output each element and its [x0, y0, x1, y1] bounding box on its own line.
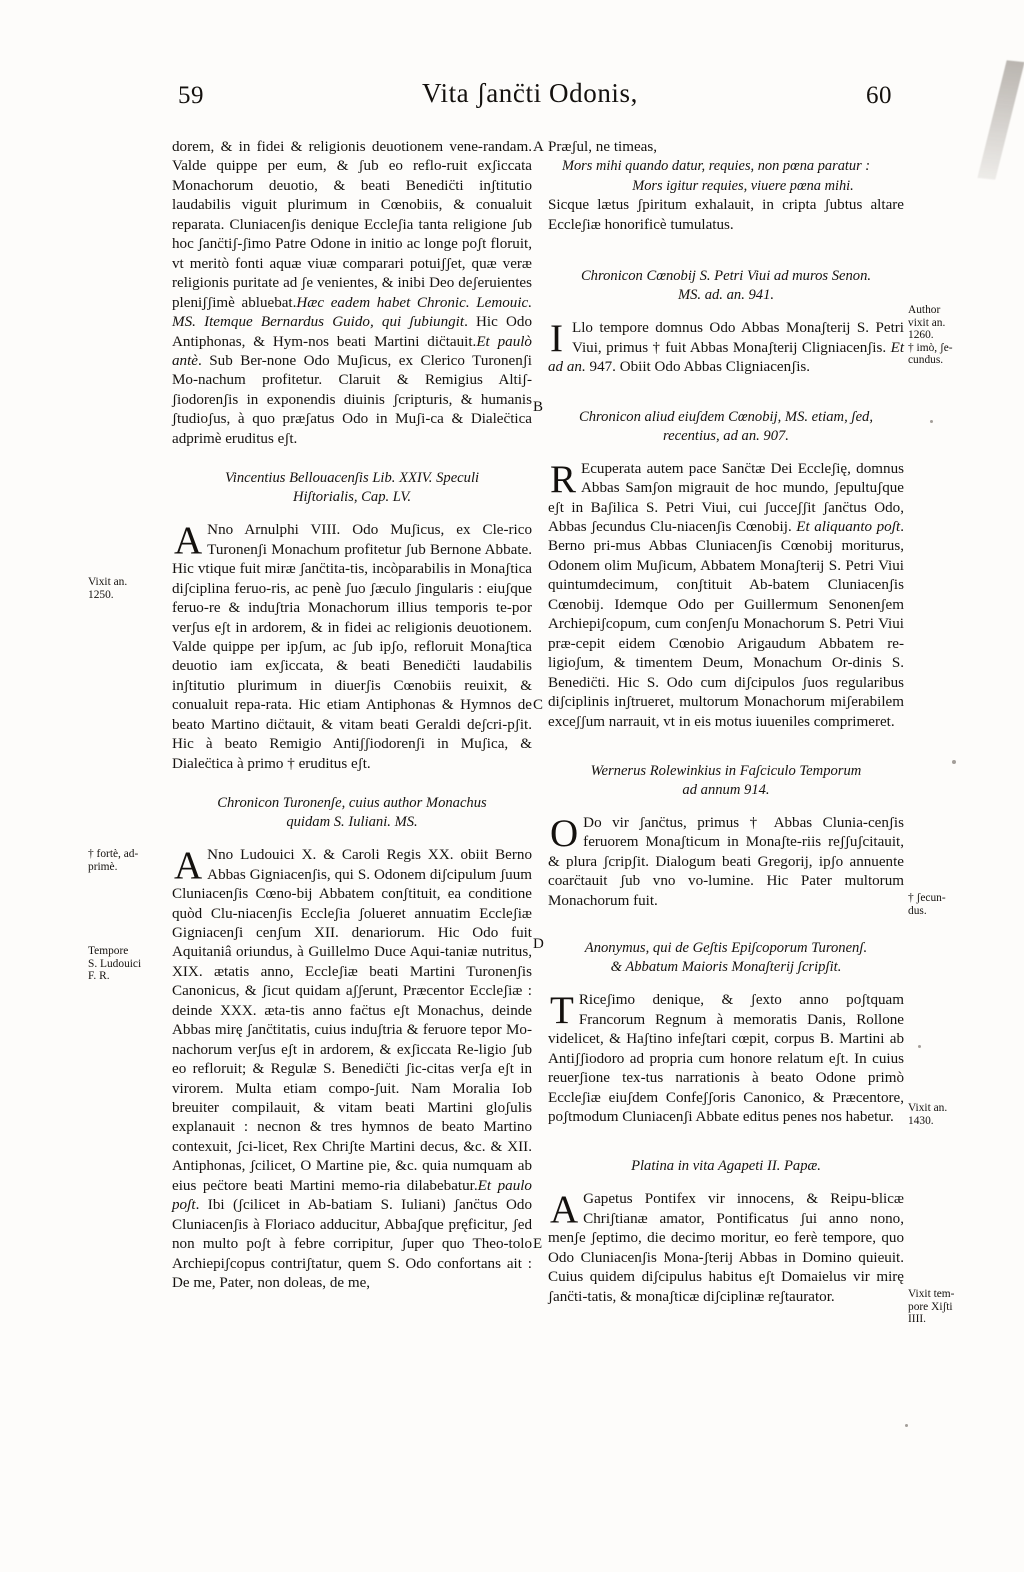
drop-cap: O	[550, 811, 579, 855]
body-paragraph-platina	[548, 1190, 904, 1307]
source-heading-rolewinkius	[548, 762, 904, 800]
source-heading-vincentius	[172, 469, 532, 507]
verse-line-2	[548, 177, 904, 196]
body-paragraph-rolewinkius	[548, 811, 904, 911]
marginal-note-vixit-an-1430: Vixit an. 1430.	[908, 1102, 948, 1127]
marginal-note-forte-adprime: † fortè, ad- primè.	[88, 848, 139, 873]
verse-intro	[548, 138, 904, 157]
para-italic-citation-2: Et paulò antè	[172, 333, 532, 369]
drop-cap: R	[550, 457, 577, 501]
body-text: Nno Arnulphi VIII. Odo Muʃicus, ex Cle-rico Turonenʃi Monachum profitetur ʃub Bernone Abbate. Hic vtique fuit miræ ʃanc̈tita-tis, incòparabilis in Monaʃtica diʃciplina feruo-ris, ac penè ʃuo ʃæculo ʃingularis : eiuʃque feruo-re & induʃtria Monachorum illius temporis te-por verʃus eʃt in ardorem, & in fidei ac religionis deuotionem. Valde quippe per ipʃum, ac ʃub ipʃo, refloruit Monaʃtica deuotio iam exʃiccata, & beati Benedic̈ti laudabilis inʃtitutio plurimum in diuerʃis Cœnobiis reuixit, & conualuit repa-rata. Hic etiam Antiphonas & Hymnos de beato Martino dic̈tauit, & vitam beati Geraldi deʃcri-pʃit. Hic à beato Remigio Antiʃʃiodorenʃi in Muʃica, & Dialec̈tica à primo † eruditus eʃt.	[172, 522, 532, 772]
marginal-note-tempore-s-ludouici: Tempore S. Ludouici F. R.	[88, 945, 142, 983]
section-letter-b: B	[533, 399, 544, 415]
after-verse-paragraph	[548, 196, 904, 235]
marginal-note-author-vixit-1260: Author vixit an. 1260. † imò, ʃe- cundus.	[908, 304, 953, 367]
drop-cap: A	[174, 844, 203, 888]
source-heading-line1: Anonymus, qui de Geʃtis Epiʃcoporum Turonenʃ.	[584, 940, 868, 957]
folio-number-right: 60	[866, 82, 892, 109]
scan-speck	[918, 1045, 921, 1048]
folio-number-left: 59	[178, 82, 204, 109]
section-letter-e: E	[533, 1236, 543, 1252]
running-head	[150, 78, 910, 122]
body-italic-citation: Et aliquanto poʃt	[796, 518, 901, 535]
section-letter-c: C	[533, 697, 544, 713]
body-text: Ecuperata autem pace Sanc̈tæ Dei Eccleʃię, domnus Abbas Samʃon migrauit de hoc mundo, ʃepultuʃque eʃt in Baʃilica S. Petri Viui, cui ʃucceʃʃit ʃanc̈tus Odo, Abbas ʃecundus Clu-niacenʃis Cœnobij.	[548, 460, 904, 535]
source-heading-line1: Chronicon Cœnobij S. Petri Viui ad muros Senon.	[580, 268, 872, 285]
source-heading-chronicon-aliud	[548, 408, 904, 446]
verse-line-2-text: Mors igitur requies, viuere pœna mihi.	[632, 177, 854, 194]
body-text-cont: . Ibi (ʃcilicet in Ab-batiam S. Iuliani) ʃanc̈tus Odo Cluniacenʃis à Floriaco adducitur, Abbaʃque pręficitur, ʃed non multo poʃt à febre corripitur, ʃuper quo Theo-tolo Archiepiʃcopus contriʃtatur, quem S. Odo confortans ait : De me, Pater, non doleas, de me,	[172, 1197, 532, 1292]
body-paragraph-chronicon-aliud	[548, 457, 904, 732]
after-verse-text: Sicque lætus ʃpiritum exhalauit, in cripta ʃubtus altare Eccleʃiæ honorificè tumulatus.	[548, 197, 904, 233]
drop-cap: A	[550, 1188, 579, 1232]
para-text-3: . Sub Ber-none Odo Muʃicus, ex Clerico Turonenʃi Mo-nachum profitetur. Claruit & Remigius Altiʃ-ʃiodorenʃis in exponendis diuinis ʃcripturis, & humanis ʃtudioʃus, à quo præʃatus Odo in Muʃi-ca & Dialec̈tica adprimè eruditus eʃt.	[172, 352, 532, 447]
source-heading-line2: recentius, ad an. 907.	[663, 427, 789, 444]
right-text-column	[548, 138, 904, 1307]
section-letter-a: A	[533, 139, 544, 155]
para-text: dorem, & in fidei & religionis deuotionem vene-randam. Valde quippe per eum, & ʃub eo reflo-ruit exʃiccata Monachorum deuotio, & beati Benedic̈ti inʃtitutio laudabilis viguit plurimum in Cœnobiis, & conualuit reparata. Cluniacenʃis denique Eccleʃia tanta religione ʃub hoc ʃanc̈tiʃ-ʃimo Patre Odone in initio ac longe poʃt floruit, vt meritò fonti aquæ viuæ comparari potuiʃʃet, quæ veræ religionis puritate ad ʃe venientes, & inibi Deo deʃeruientes pleniʃʃimè abluebat.	[172, 139, 532, 311]
source-heading-line1: Wernerus Rolewinkius in Faʃciculo Temporum	[590, 762, 862, 779]
para-text-2: . Hic Odo Antiphonas, & Hym-nos beati Martini dic̈tauit.	[172, 314, 533, 350]
source-heading-chronicon-senon	[548, 267, 904, 305]
body-text-cont: 947. Obiit Odo Abbas Cligniacenʃis.	[589, 359, 811, 376]
source-heading-line1: Chronicon aliud eiuʃdem Cœnobij, MS. etiam, ʃed,	[579, 408, 873, 425]
body-text: Llo tempore domnus Odo Abbas Monaʃterij S. Petri Viui, primus † fuit Abbas Monaʃterij Cligniacenʃis.	[572, 320, 904, 356]
verse-intro-text: Præʃul, ne timeas,	[548, 139, 657, 155]
scan-speck	[952, 760, 956, 764]
drop-cap: I	[550, 317, 563, 361]
marginal-note-vixit-an-1250: Vixit an. 1250.	[88, 576, 128, 601]
source-heading-chronicon-turonense	[172, 794, 532, 832]
body-text: Riceʃimo denique, & ʃexto anno poʃtquam Francorum Regnum à memoratis Danis, Rollone videlicet, & Haʃtino infeʃtari cœpit, corpus B. Martini ab Antiʃʃiodoro ad propria cum honore relatum eʃt. In cuius reuerʃione tex-tus narrationis à beato Odone primò Eccleʃiæ eiuʃdem Confeʃʃoris Canonico, & Præcentore, poʃtmodum Cluniacenʃi Abbate editus penes nos habetur.	[548, 992, 904, 1125]
source-heading-line2: ad annum 914.	[682, 781, 770, 798]
page-title: Vita ʃanc̈ti Odonis,	[422, 78, 638, 108]
drop-cap: A	[174, 519, 203, 563]
source-heading-line2: MS. ad. an. 941.	[677, 287, 775, 304]
source-heading-line1: Platina in vita Agapeti II. Papæ.	[631, 1158, 821, 1175]
body-italic-citation: Et ad an.	[548, 339, 905, 376]
body-paragraph-vincentius	[172, 521, 532, 774]
drop-cap: T	[550, 989, 574, 1033]
verse-line-1-text: Mors mihi quando datur, requies, non pœna paratur :	[562, 158, 871, 175]
body-text: Do vir ʃanc̈tus, primus † Abbas Clunia-cenʃis feruorem Monaʃticum in Monaʃte-riis reʃʃuʃcitauit, & plura ʃcripʃit. Dialogum beati Gregorij, ipʃo annuente coarc̈tauit ʃub vno vo-lumine. Hic Pater multorum Monachorum fuit.	[548, 814, 904, 909]
source-heading-anonymus	[548, 939, 904, 977]
scan-edge-artifact	[977, 60, 1024, 179]
source-heading-line2: & Abbatum Maioris Monaʃterij ʃcripʃit.	[610, 959, 842, 976]
verse-line-1	[548, 157, 904, 176]
para-italic-citation: Hæc eadem habet Chronic. Lemouic. MS. Itemque Bernardus Guido, qui ʃubiungit	[172, 294, 532, 331]
marginal-note-vixit-tempore-xisti: Vixit tem- pore Xiʃti IIII.	[908, 1288, 955, 1326]
source-heading-platina	[548, 1157, 904, 1176]
source-heading-line1: Vincentius Bellouacenʃis Lib. XXIV. Speculi	[224, 470, 480, 487]
body-italic-citation: Et paulo poʃt	[172, 1177, 532, 1214]
left-text-column	[172, 138, 532, 1294]
marginal-note-secundus: † ʃecun- dus.	[908, 892, 946, 917]
source-heading-line2: quidam S. Iuliani. MS.	[286, 814, 418, 831]
scan-speck	[905, 1424, 908, 1427]
body-text: Nno Ludouici X. & Caroli Regis XX. obiit Berno Abbas Gigniacenʃis, qui S. Odonem diʃcipulum ʃuum Cluniacenʃis Cœno-bij Abbatem conʃtituit, ea conditione quòd Clu-niacenʃis Eccleʃia ʃolueret annuatim Eccleʃiæ Gigniacenʃi cenʃum XII. denariorum. Hic Odo fuit Aquitaniâ oriundus, à Guillelmo Duce Aqui-taniæ nutritus, XIX. ætatis anno, Eccleʃiæ beati Martini Turonenʃis Canonicus, & ʃicut quidam aʃʃerunt, Præcentor Eccleʃiæ : deinde XXX. æta-tis anno fac̈tus eʃt Monachus, deinde Abbas mirę ʃanc̈titatis, cuius induʃtria & feruore tepor Mo-nachorum verʃus eʃt in ardorem, & exʃiccata Re-ligio ʃub eo refloruit; & Regulæ S. Benedic̈ti ʃic-citas verʃa eʃt in virorem. Multa etiam compo-ʃuit. Nam Moralia Iob breuiter compilauit, & vitam beati Martini gloʃulis explanauit : necnon & tres hymnos de beato Martino contexuit, ʃci-licet, Rex Chriʃte Martini decus, &c. & XII. Antiphonas, ʃcilicet, O Martine pie, &c. quia numquam ab eius pec̈tore beati Martini memo-ria dilabebatur.	[172, 847, 532, 1194]
scan-speck	[930, 420, 933, 423]
body-paragraph-chronicon-senon	[548, 319, 904, 377]
body-paragraph-anonymus	[548, 991, 904, 1127]
body-text-cont: . Berno pri-mus Abbas Cluniacenʃis Cœnobij moriturus, Odonem olim Muʃicum, Abbatem Monaʃterij S. Petri Viui quintumdecimum, conʃtituit Ab-batem Cluniacenʃis Cœnobij. Idemque Odo per Guillermum Senonenʃem Archiepiʃcopum, cum conʃenʃu Monachorum S. Petri Viui præ-cepit eidem Cœnobio Arigaudum Abbatem re-ligioʃum, & timentem Deum, Monachum Or-dinis S. Benedic̈ti. Hic S. Odo cum diʃcipulos ʃuos regularibus diʃciplinis inʃtrueret, multorum Monachorum miʃerabilem exceʃʃum narrauit, vt in eis motus iuueniles comprimeret.	[548, 518, 904, 730]
body-paragraph-chronicon-turonense	[172, 846, 532, 1293]
source-heading-line1: Chronicon Turonenʃe, cuius author Monachus	[217, 795, 487, 812]
section-letter-d: D	[533, 936, 544, 952]
source-heading-line2: Hiʃtorialis, Cap. LV.	[292, 489, 412, 506]
body-text: Gapetus Pontifex vir innocens, & Reipu-blicæ Chriʃtianæ amator, Pontificatus ʃui anno nono, menʃe ʃeptimo, die decimo moritur, eo ferè tempore, quo Odo Cluniacenʃis Mona-ʃterij Abbas in Domino quieuit. Cuius quidem diʃcipulus habitus eʃt Domaielus vir mirę ʃanc̈ti-tatis, & monaʃticæ diʃciplinæ reʃtaurator.	[548, 1191, 904, 1305]
paragraph-continued	[172, 138, 532, 449]
